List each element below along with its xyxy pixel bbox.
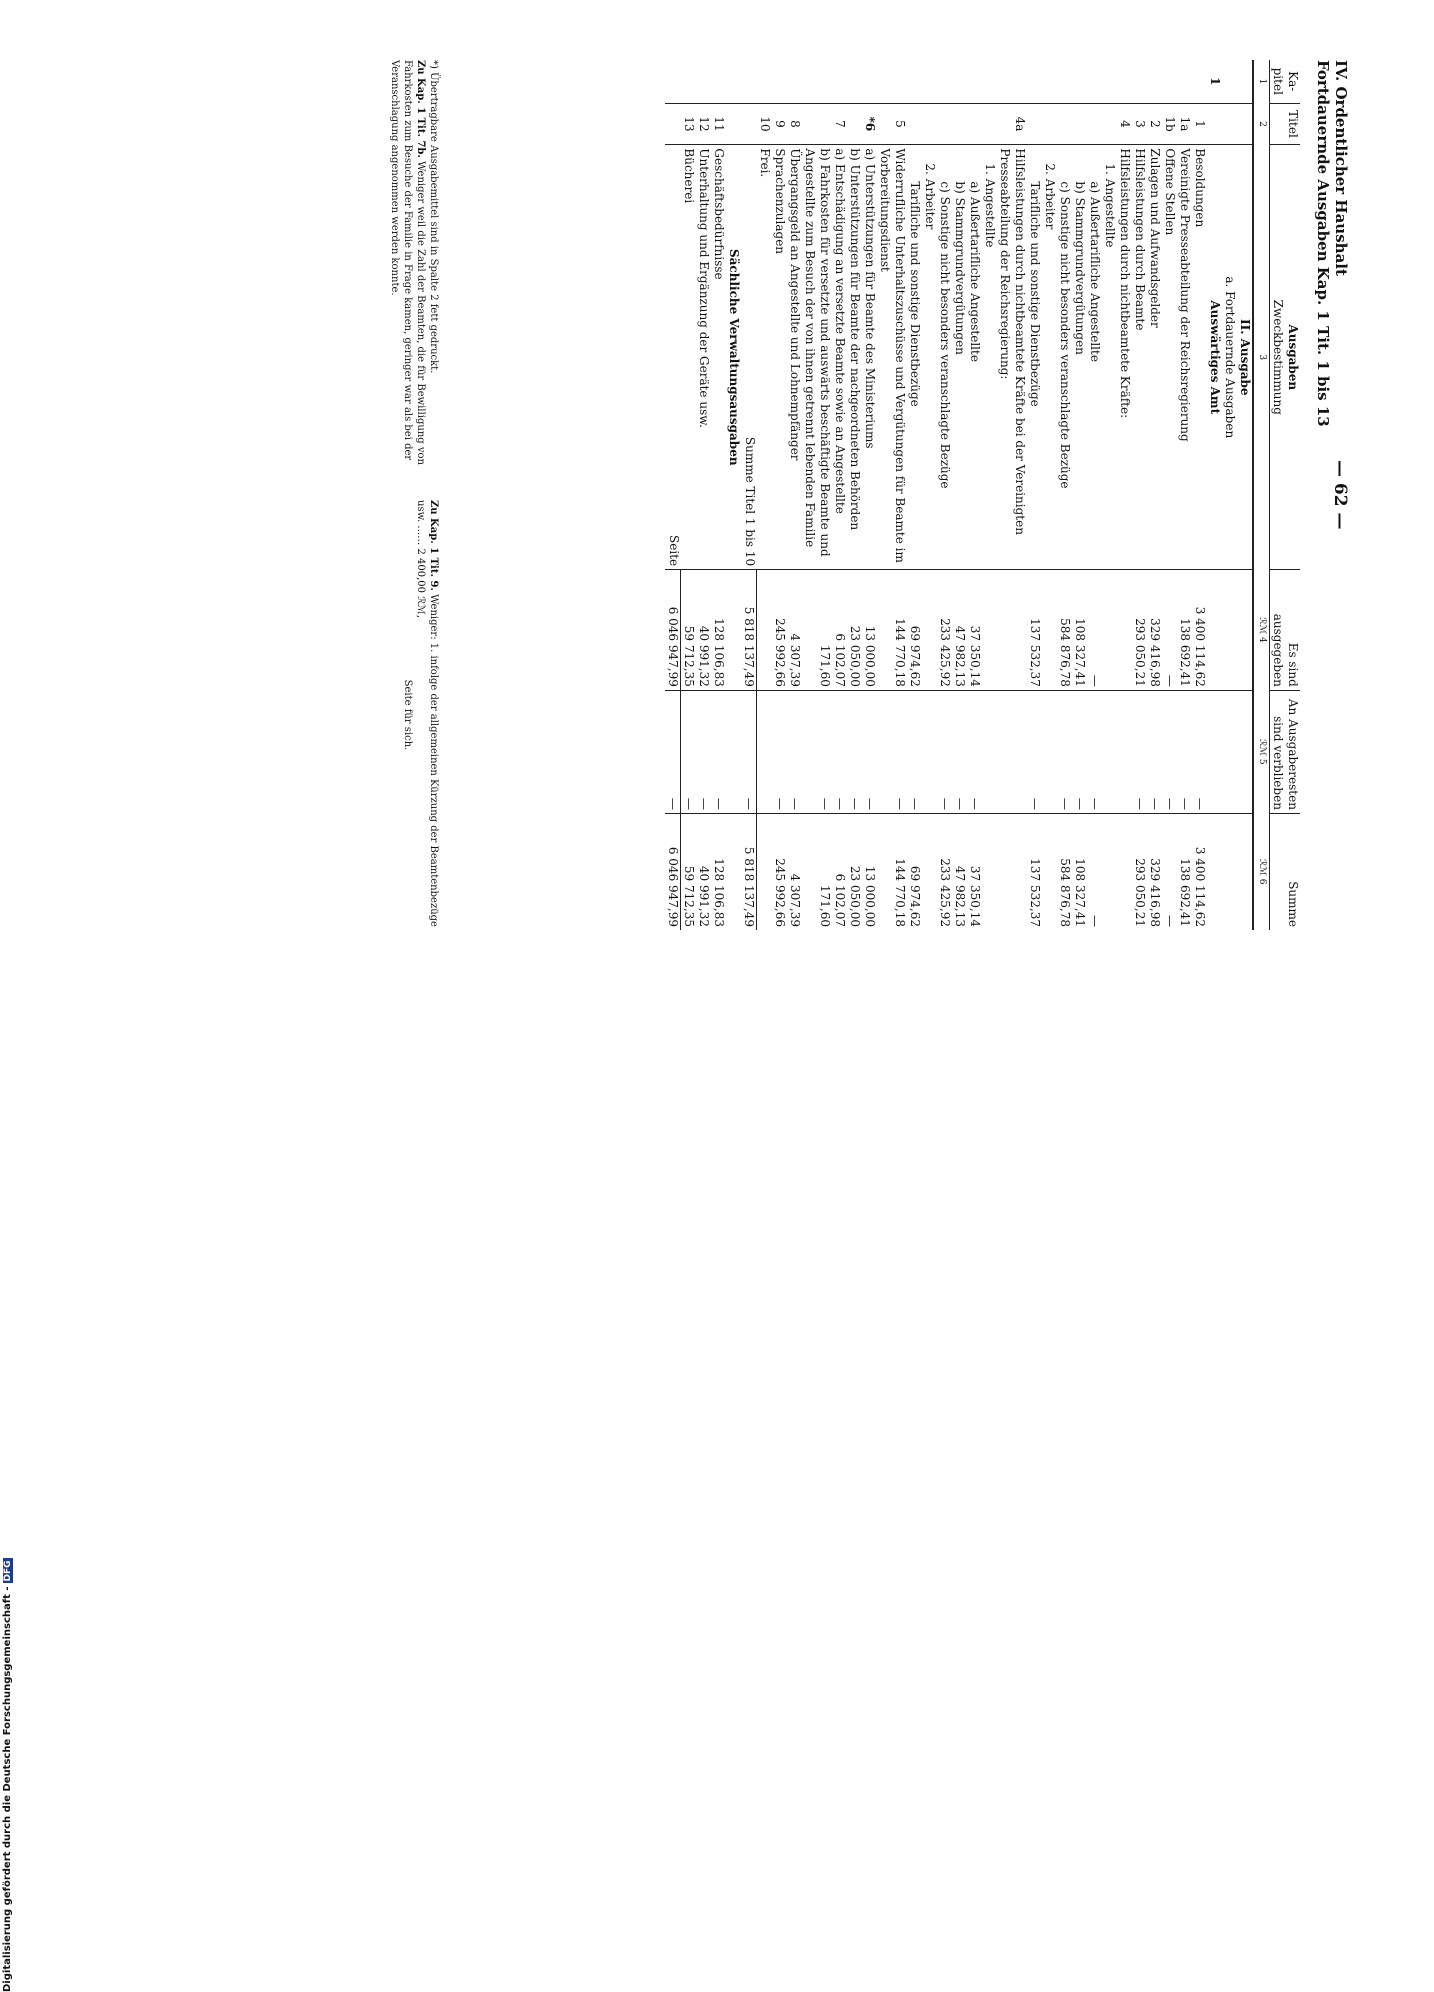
row-zweck: Seite [666,145,682,570]
row-zweck: Offene Stellen [1162,145,1177,570]
row-summe: 233 425,92 [938,858,952,927]
row-ausgegeben: 233 425,92 [937,570,952,691]
row-ausgegeben: 6 046 947,99 [666,570,682,691]
table-row [832,60,847,930]
row-summe: 138 692,41 [1178,858,1192,927]
row-titel [982,103,997,145]
unit-label: ℛℳ [1257,617,1267,635]
row-kapitel [787,60,802,103]
rotated-table-page [180,60,1360,930]
row-reste: — [1192,690,1207,813]
row-kapitel [1147,60,1162,103]
row-ausgegeben [1042,570,1057,691]
col-ausgaben-label: Ausgaben [1286,324,1300,391]
col-zweck-label: Zweckbestimmung [1271,299,1285,415]
section-sub-row [1222,60,1237,930]
section-title: II. Ausgabe [1237,145,1253,570]
row-ausgegeben [1102,570,1117,691]
row-summe: 59 712,35 [682,865,697,927]
row-titel: 12 [697,103,712,145]
row-titel [922,103,937,145]
row-summe: 171,60 [818,885,832,927]
row-reste [1042,690,1057,813]
row-summe: — [1163,915,1177,927]
row-summe: 37 350,14 [968,865,982,927]
row-summe [757,813,772,930]
col-num-4-label: 4 [1257,636,1267,643]
row-ausgegeben [922,570,937,691]
row-zweck: Hilfsleistungen durch Beamte [1132,145,1147,570]
col-kapitel: Ka-pitel [1270,60,1301,103]
column-number-row [1253,60,1270,930]
header-line-1: IV. Ordentlicher Haushalt [1332,60,1350,276]
row-zweck: Summe Titel 1 bis 10 [742,145,758,570]
row-summe: 3 400 114,62 [1193,846,1207,927]
row-kapitel [847,60,862,103]
row-titel [907,103,922,145]
table-row [922,60,937,930]
row-zweck: 1. Angestellte [1102,145,1117,570]
star-note: *) Übertragbare Ausgabemittel sind in Spalte 2 fett gedruckt. [428,60,439,374]
col-reste: An Ausgaberesten sind verblieben [1270,690,1301,813]
row-reste [727,690,742,813]
section-title-row [1237,60,1253,930]
row-ausgegeben: 293 050,21 [1132,570,1147,691]
row-ausgegeben: 171,60 [802,570,832,691]
table-row [967,60,982,930]
table-row [712,60,727,930]
row-titel: 7 [832,103,847,145]
row-zweck: Übergangsgeld an Angestellte und Lohnempfänger [787,145,802,570]
row-kapitel [727,60,742,103]
table-row [1072,60,1087,930]
row-ausgegeben: 69 974,62 [907,570,922,691]
row-reste: — [1177,690,1192,813]
row-zweck: Sprachenzulagen [772,145,787,570]
row-summe [727,813,742,930]
row-summe: 245 992,66 [773,858,787,927]
row-summe: 144 770,18 [893,858,907,927]
row-kapitel [832,60,847,103]
table-row [802,60,832,930]
row-zweck: Sächliche Verwaltungsausgaben [727,145,742,570]
row-titel: 1b [1162,103,1177,145]
row-reste: — [697,690,712,813]
row-summe [1042,813,1057,930]
row-zweck: 1. Angestellte [982,145,997,570]
row-reste [1102,690,1117,813]
row-summe: 137 532,37 [1028,858,1042,927]
row-kapitel [666,60,682,103]
table-row [982,60,997,930]
table-row [847,60,862,930]
row-titel [1102,103,1117,145]
table-row [1117,60,1132,930]
row-titel [952,103,967,145]
table-row [1042,60,1057,930]
row-kapitel [1102,60,1117,103]
table-row [937,60,952,930]
row-kapitel [907,60,922,103]
row-summe: 6 102,07 [833,873,847,927]
row-ausgegeben: 138 692,41 [1177,570,1192,691]
row-reste: — [877,690,907,813]
table-row [727,60,742,930]
row-zweck: Zulagen und Aufwandsgelder [1147,145,1162,570]
row-zweck: c) Sonstige nicht besonders veranschlagte Bezüge [1057,145,1072,570]
row-ausgegeben: 40 991,32 [697,570,712,691]
row-titel: 1a [1177,103,1192,145]
table-row [742,60,758,930]
office-name: Auswärtiges Amt [1207,145,1222,570]
row-summe [1102,813,1117,930]
table-body [666,60,1254,930]
col-num-2: 2 [1253,103,1270,145]
row-kapitel [937,60,952,103]
row-kapitel [862,60,877,103]
row-ausgegeben [1117,570,1132,691]
row-ausgegeben: 5 818 137,49 [742,570,758,691]
table-row [772,60,787,930]
row-ausgegeben [982,570,997,691]
row-titel [1072,103,1087,145]
row-titel: 5 [877,103,907,145]
row-zweck: b) Stammgrundvergütungen [1072,145,1087,570]
row-ausgegeben: — [1162,570,1177,691]
row-ausgegeben: 329 416,98 [1147,570,1162,691]
row-titel: 1 [1192,103,1207,145]
row-kapitel [697,60,712,103]
row-reste: — [1147,690,1162,813]
row-summe: 4 307,39 [788,873,802,927]
row-zweck: Tarifliche und sonstige Dienstbezüge [1027,145,1042,570]
row-titel: 8 [787,103,802,145]
table-row [907,60,922,930]
row-ausgegeben: 4 307,39 [787,570,802,691]
row-titel [967,103,982,145]
col-num-5 [1253,690,1270,813]
dfg-logo: DFG [3,1560,13,1582]
row-titel: 11 [712,103,727,145]
row-titel [742,103,758,145]
row-kapitel [967,60,982,103]
col-zweck [1270,145,1301,570]
footnote-right [401,500,440,930]
row-zweck: a) Außertarifliche Angestellte [1087,145,1102,570]
row-kapitel [1027,60,1042,103]
row-zweck: Tarifliche und sonstige Dienstbezüge [907,145,922,570]
row-zweck: Hilfsleistungen durch nichtbeamtete Kräfte bei der Vereinigten Presseabteilung der Reichsregierung: [997,145,1027,570]
table-row [952,60,967,930]
row-ausgegeben: 23 050,00 [847,570,862,691]
row-reste: — [862,690,877,813]
row-zweck: Unterhaltung und Ergänzung der Geräte usw. [697,145,712,570]
row-ausgegeben: 137 532,37 [1027,570,1042,691]
row-reste: — [967,690,982,813]
row-reste: — [907,690,922,813]
page-number: — 62 — [1330,460,1350,530]
row-reste: — [937,690,952,813]
row-ausgegeben: 128 106,83 [712,570,727,691]
row-titel [666,103,682,145]
row-reste: — [832,690,847,813]
row-zweck: Besoldungen [1192,145,1207,570]
row-reste: — [1162,690,1177,813]
row-reste [982,690,997,813]
row-summe: 40 991,32 [697,865,712,927]
row-kapitel [922,60,937,103]
col-summe: Summe [1270,813,1301,930]
row-kapitel [1057,60,1072,103]
note3-text: Seite für sich. [402,679,413,751]
table-row [757,60,772,930]
row-ausgegeben: 37 350,14 [967,570,982,691]
row-ausgegeben: — [1087,570,1102,691]
row-ausgegeben: 47 982,13 [952,570,967,691]
row-ausgegeben: 13 000,00 [862,570,877,691]
header-line-2: Fortdauernde Ausgaben Kap. 1 Tit. 1 bis 13 [1314,60,1332,427]
row-titel [1057,103,1072,145]
table-row [1162,60,1177,930]
row-ausgegeben: 108 327,41 [1072,570,1087,691]
row-summe: — [1088,915,1102,927]
row-titel: 4 [1117,103,1132,145]
table-row [1102,60,1117,930]
table-row [1192,60,1207,930]
table-row [1057,60,1072,930]
unit-label: ℛℳ [1257,859,1267,876]
row-reste: — [1027,690,1042,813]
row-titel [1042,103,1057,145]
row-kapitel [982,60,997,103]
row-summe [1117,813,1132,930]
row-titel: 10 [757,103,772,145]
row-reste: — [847,690,862,813]
row-kapitel [1162,60,1177,103]
row-kapitel [952,60,967,103]
row-ausgegeben [727,570,742,691]
row-reste: — [666,690,682,813]
row-kapitel [1117,60,1132,103]
row-zweck: a) Unterstützungen für Beamte des Ministeriums [862,145,877,570]
table-row [1147,60,1162,930]
row-titel [1027,103,1042,145]
row-reste: — [742,690,758,813]
row-kapitel [742,60,758,103]
row-kapitel [712,60,727,103]
col-num-3: 3 [1253,145,1270,570]
row-zweck: Geschäftsbedürfnisse [712,145,727,570]
note1-text: Weniger weil die Zahl der Beamten, die für Bewilligung von Fahrkosten zum Besuche der Familie in Frage kamen, geringer war als bei der Veranschlagung angenommen werden konnte. [389,60,426,465]
row-kapitel [1192,60,1207,103]
row-titel [847,103,862,145]
row-summe: 6 046 947,99 [666,813,682,930]
row-summe: 23 050,00 [848,865,862,927]
note2-title: Zu Kap. 1 Tit. 9. [428,500,439,591]
row-kapitel [877,60,907,103]
row-kapitel [802,60,832,103]
office-row [1207,60,1222,930]
row-summe: 128 106,83 [712,858,727,927]
row-kapitel [1072,60,1087,103]
col-num-6 [1253,813,1270,930]
row-summe: 5 818 137,49 [742,813,758,930]
row-zweck: b) Fahrkosten für versetzte und auswärts beschäftigte Beamte und Angestellte zum Besuch der von ihnen getrennt lebenden Familie [802,145,832,570]
row-kapitel [1042,60,1057,103]
kapitel-number: 1 [1207,60,1222,103]
table-row [1177,60,1192,930]
row-reste: — [1132,690,1147,813]
note2-text: Weniger: 1. infolge der allgemeinen Kürzung der Beamtenbezüge usw. …… 2 400,00 ℛℳ, [415,500,439,927]
row-zweck: Frei. [757,145,772,570]
row-titel: 4a [997,103,1027,145]
row-summe [982,813,997,930]
row-titel: 13 [681,103,697,145]
table-row [1132,60,1147,930]
table-row [787,60,802,930]
table-row [666,60,682,930]
table-row [862,60,877,930]
row-reste: — [787,690,802,813]
table-row [681,60,697,930]
row-ausgegeben [757,570,772,691]
table-row [877,60,907,930]
row-ausgegeben: 3 400 114,62 [1192,570,1207,691]
row-reste: — [681,690,697,813]
row-zweck: Bücherei [681,145,697,570]
table-row [997,60,1027,930]
row-summe: 69 974,62 [908,865,922,927]
row-titel: 2 [1147,103,1162,145]
table-row [697,60,712,930]
row-titel [937,103,952,145]
footnote-left [388,60,440,480]
row-summe: 13 000,00 [863,865,877,927]
row-summe [922,813,937,930]
row-reste [757,690,772,813]
row-summe: 108 327,41 [1073,858,1087,927]
section-subtitle: a. Fortdauernde Ausgaben [1222,145,1237,570]
row-zweck: 2. Arbeiter [1042,145,1057,570]
note1-title: Zu Kap. 1 Tit. 7b. [415,60,426,158]
row-summe: 47 982,13 [953,865,967,927]
row-summe: 329 416,98 [1148,858,1162,927]
row-kapitel [1087,60,1102,103]
row-titel [802,103,832,145]
row-zweck: b) Unterstützungen für Beamte der nachgeordneten Behörden [847,145,862,570]
row-reste [1117,690,1132,813]
page-header [1314,60,1350,427]
row-kapitel [1177,60,1192,103]
row-zweck: Widerrufliche Unterhaltszuschüsse und Vergütungen für Beamte im Vorbereitungsdienst [877,145,907,570]
col-titel: Titel [1270,103,1301,145]
side-credit-text: Digitalisierung gefördert durch die Deutsche Forschungsgemeinschaft - [2,1586,13,1992]
row-ausgegeben: 6 102,07 [832,570,847,691]
row-ausgegeben [997,570,1027,691]
row-titel: 9 [772,103,787,145]
col-num-4 [1253,570,1270,691]
row-kapitel [997,60,1027,103]
row-reste [997,690,1027,813]
row-kapitel [772,60,787,103]
row-zweck: 2. Arbeiter [922,145,937,570]
row-zweck: b) Stammgrundvergütungen [952,145,967,570]
row-reste [922,690,937,813]
row-reste: — [1087,690,1102,813]
row-ausgegeben: 584 876,78 [1057,570,1072,691]
row-zweck: Vereinigte Presseabteilung der Reichsregierung [1177,145,1192,570]
row-kapitel [757,60,772,103]
row-zweck: c) Sonstige nicht besonders veranschlagte Bezüge [937,145,952,570]
row-reste: — [712,690,727,813]
row-ausgegeben: 245 992,66 [772,570,787,691]
table-row [1087,60,1102,930]
row-titel: *6 [862,103,877,145]
row-kapitel [681,60,697,103]
row-titel [1087,103,1102,145]
row-ausgegeben: 144 770,18 [877,570,907,691]
row-titel: 3 [1132,103,1147,145]
col-ausgegeben: Es sind ausgegeben [1270,570,1301,691]
side-credit-text-wrap [2,992,24,1992]
row-reste: — [802,690,832,813]
col-num-6-label: 6 [1257,878,1267,885]
row-summe [997,813,1027,930]
row-zweck: a) Entschädigung an versetzte Beamte sowie an Angestellte [832,145,847,570]
table-row [1027,60,1042,930]
row-reste: — [1072,690,1087,813]
row-kapitel [1132,60,1147,103]
row-reste: — [1057,690,1072,813]
unit-label: ℛℳ [1257,739,1267,756]
row-summe: 584 876,78 [1058,858,1072,927]
row-reste: — [952,690,967,813]
row-zweck: a) Außertarifliche Angestellte [967,145,982,570]
row-summe: 293 050,21 [1133,858,1147,927]
col-num-5-label: 5 [1257,758,1267,765]
row-titel [727,103,742,145]
row-ausgegeben: 59 712,35 [681,570,697,691]
row-zweck: Hilfsleistungen durch nichtbeamtete Kräfte: [1117,145,1132,570]
col-num-1: 1 [1253,60,1270,103]
row-reste: — [772,690,787,813]
expenditure-table [666,60,1301,930]
